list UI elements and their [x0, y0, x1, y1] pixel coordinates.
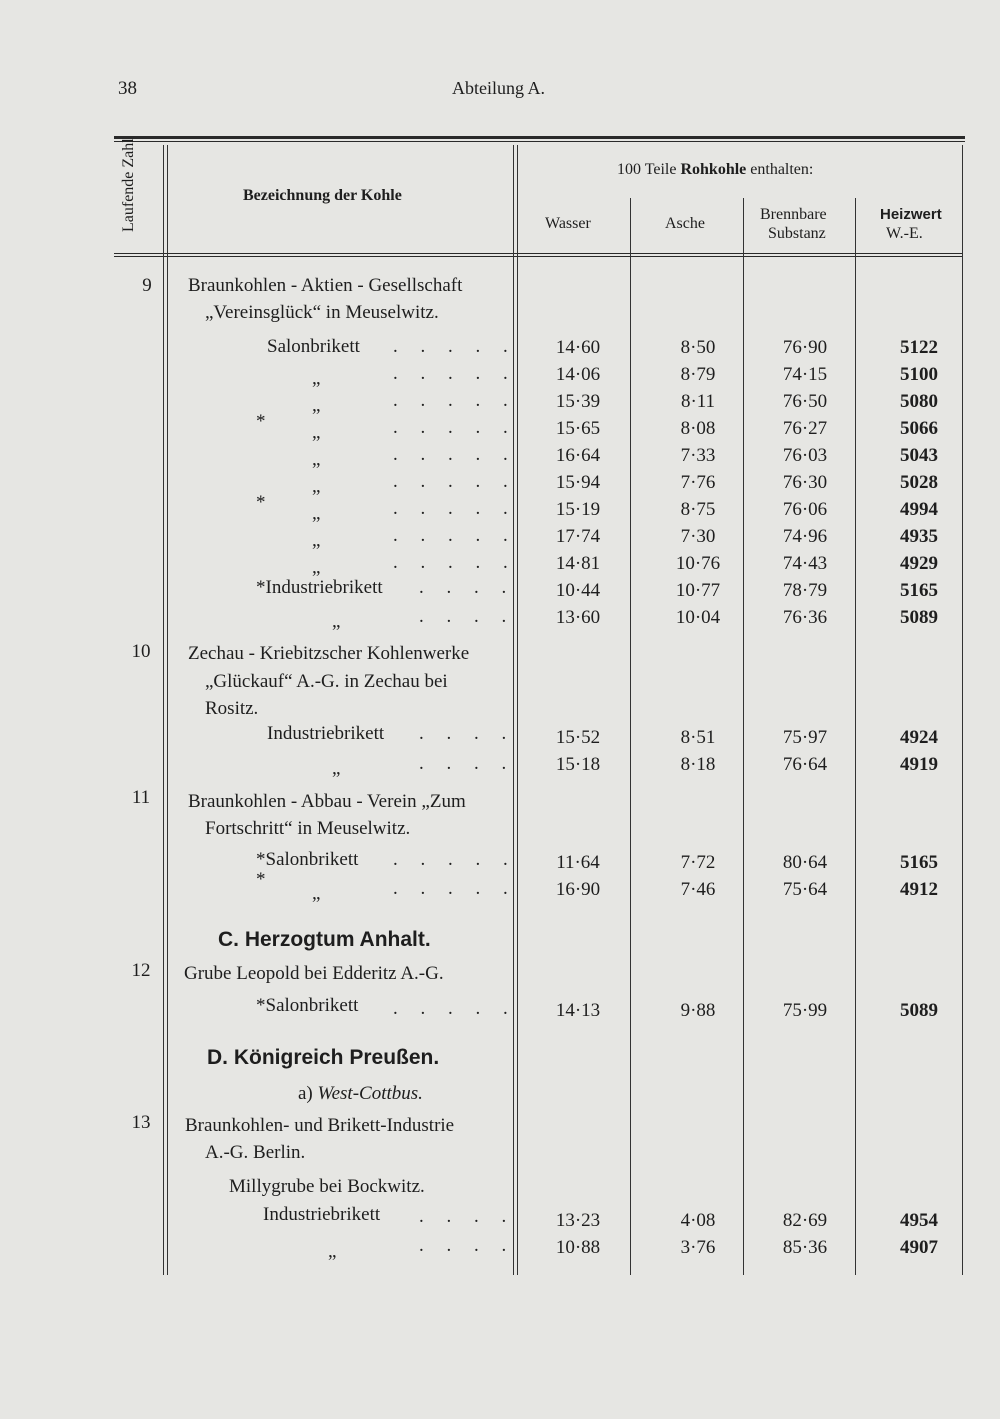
- product-label: *Salonbrikett: [256, 849, 359, 870]
- cell-wasser: 13·60: [555, 607, 601, 628]
- cell-asche: 8·11: [680, 391, 716, 412]
- col-divider-4: [743, 198, 744, 1275]
- leader-dots: . . . . .: [393, 998, 517, 1019]
- cell-heizwert: 5100: [900, 364, 938, 385]
- cell-heizwert: 4912: [900, 879, 938, 900]
- ditto-mark: „: [312, 503, 321, 524]
- cell-brennbare: 76·06: [782, 499, 828, 520]
- ditto-mark: „: [332, 611, 341, 632]
- asterisk-mark: *: [256, 492, 266, 513]
- cell-wasser: 15·19: [555, 499, 601, 520]
- cell-asche: 7·30: [680, 526, 716, 547]
- cell-wasser: 15·94: [555, 472, 601, 493]
- leader-dots: . . . . .: [393, 471, 517, 492]
- section-heading: C. Herzogtum Anhalt.: [218, 928, 431, 951]
- ditto-mark: „: [312, 422, 321, 443]
- cell-brennbare: 76·64: [782, 754, 828, 775]
- cell-wasser: 11·64: [556, 852, 600, 873]
- ditto-mark: „: [312, 476, 321, 497]
- company-name: „Glückauf“ A.-G. in Zechau bei: [205, 671, 448, 692]
- cell-asche: 10·77: [675, 580, 721, 601]
- cell-asche: 8·75: [680, 499, 716, 520]
- ditto-mark: „: [312, 449, 321, 470]
- product-label: Salonbrikett: [267, 336, 360, 357]
- section-heading: D. Königreich Preußen.: [207, 1046, 440, 1069]
- asterisk-mark: *: [256, 869, 266, 890]
- ditto-mark: „: [312, 557, 321, 578]
- leader-dots: . . . . .: [393, 552, 517, 573]
- col-divider-3: [630, 198, 631, 1275]
- header-bottom-rule: [114, 253, 963, 254]
- cell-heizwert: 5066: [900, 418, 938, 439]
- cell-asche: 7·33: [680, 445, 716, 466]
- cell-brennbare: 74·43: [782, 553, 828, 574]
- col-divider-2: [513, 145, 514, 1275]
- leader-dots: . . . .: [419, 753, 516, 774]
- table-top-rule: [114, 136, 965, 139]
- cell-wasser: 15·52: [555, 727, 601, 748]
- cell-asche: 8·79: [680, 364, 716, 385]
- ditto-mark: „: [312, 395, 321, 416]
- cell-wasser: 15·39: [555, 391, 601, 412]
- leader-dots: . . . .: [419, 723, 516, 744]
- cell-asche: 8·50: [680, 337, 716, 358]
- cell-asche: 10·04: [675, 607, 721, 628]
- cell-wasser: 16·64: [555, 445, 601, 466]
- col-divider-1b: [167, 145, 168, 1275]
- leader-dots: . . . . .: [393, 417, 517, 438]
- leader-dots: . . . . .: [393, 849, 517, 870]
- entry-number: 13: [131, 1112, 151, 1133]
- cell-heizwert: 5122: [900, 337, 938, 358]
- ditto-mark: „: [312, 368, 321, 389]
- leader-dots: . . . .: [419, 606, 516, 627]
- cell-asche: 8·18: [680, 754, 716, 775]
- entry-number: 9: [142, 275, 152, 296]
- product-label: *Salonbrikett: [256, 995, 359, 1016]
- cell-brennbare: 80·64: [782, 852, 828, 873]
- running-head: Abteilung A.: [452, 78, 545, 98]
- cell-wasser: 14·13: [555, 1000, 601, 1021]
- cell-asche: 8·51: [680, 727, 716, 748]
- cell-heizwert: 4994: [900, 499, 938, 520]
- cell-wasser: 16·90: [555, 879, 601, 900]
- cell-brennbare: 76·36: [782, 607, 828, 628]
- header-we: W.-E.: [886, 225, 923, 242]
- cell-heizwert: 4935: [900, 526, 938, 547]
- header-laufende-zahl: Laufende Zahl: [120, 138, 137, 232]
- cell-heizwert: 4924: [900, 727, 938, 748]
- product-label: *Industriebrikett: [256, 577, 383, 598]
- cell-brennbare: 85·36: [782, 1237, 828, 1258]
- cell-brennbare: 74·96: [782, 526, 828, 547]
- header-heizwert: Heizwert: [880, 206, 942, 223]
- cell-brennbare: 76·03: [782, 445, 828, 466]
- cell-brennbare: 74·15: [782, 364, 828, 385]
- cell-brennbare: 75·97: [782, 727, 828, 748]
- cell-heizwert: 4907: [900, 1237, 938, 1258]
- cell-brennbare: 78·79: [782, 580, 828, 601]
- ditto-mark: „: [312, 883, 321, 904]
- cell-asche: 9·88: [680, 1000, 716, 1021]
- entry-number: 10: [131, 641, 151, 662]
- company-name: Fortschritt“ in Meuselwitz.: [205, 818, 411, 839]
- asterisk-mark: *: [256, 411, 266, 432]
- company-name: Grube Leopold bei Edderitz A.-G.: [184, 963, 444, 984]
- col-divider-2b: [517, 145, 518, 1275]
- cell-heizwert: 4954: [900, 1210, 938, 1231]
- cell-heizwert: 5089: [900, 607, 938, 628]
- product-label: Industriebrikett: [263, 1204, 381, 1225]
- col-divider-5: [855, 198, 856, 1275]
- cell-brennbare: 76·30: [782, 472, 828, 493]
- cell-heizwert: 5080: [900, 391, 938, 412]
- leader-dots: . . . . .: [393, 498, 517, 519]
- cell-heizwert: 5165: [900, 852, 938, 873]
- ditto-mark: „: [332, 758, 341, 779]
- cell-heizwert: 5165: [900, 580, 938, 601]
- leader-dots: . . . . .: [393, 878, 517, 899]
- cell-brennbare: 75·99: [782, 1000, 828, 1021]
- cell-wasser: 10·44: [555, 580, 601, 601]
- page-number: 38: [118, 78, 137, 99]
- cell-wasser: 17·74: [555, 526, 601, 547]
- cell-asche: 8·08: [680, 418, 716, 439]
- cell-brennbare: 76·90: [782, 337, 828, 358]
- leader-dots: . . . . .: [393, 363, 517, 384]
- leader-dots: . . . .: [419, 577, 516, 598]
- leader-dots: . . . .: [419, 1206, 516, 1227]
- cell-asche: 3·76: [680, 1237, 716, 1258]
- cell-heizwert: 5028: [900, 472, 938, 493]
- subsection-heading: a) West-Cottbus.: [298, 1083, 423, 1104]
- company-name: Rositz.: [205, 698, 259, 719]
- cell-wasser: 15·18: [555, 754, 601, 775]
- ditto-mark: „: [312, 530, 321, 551]
- cell-asche: 7·72: [680, 852, 716, 873]
- company-name: „Vereinsglück“ in Meuselwitz.: [205, 302, 439, 323]
- header-wasser: Wasser: [545, 215, 591, 232]
- cell-heizwert: 4929: [900, 553, 938, 574]
- entry-number: 11: [131, 787, 151, 808]
- cell-wasser: 13·23: [555, 1210, 601, 1231]
- header-brennbare: Brennbare: [760, 206, 827, 223]
- cell-heizwert: 4919: [900, 754, 938, 775]
- leader-dots: . . . . .: [393, 444, 517, 465]
- header-bottom-rule-2: [114, 256, 963, 257]
- cell-asche: 4·08: [680, 1210, 716, 1231]
- ditto-mark: „: [328, 1241, 337, 1262]
- cell-asche: 10·76: [675, 553, 721, 574]
- cell-brennbare: 76·50: [782, 391, 828, 412]
- leader-dots: . . . . .: [393, 525, 517, 546]
- header-substanz: Substanz: [768, 225, 826, 242]
- col-divider-6: [962, 145, 963, 1275]
- company-name: Braunkohlen - Abbau - Verein „Zum: [188, 791, 466, 812]
- product-label: Industriebrikett: [267, 723, 385, 744]
- company-name: A.-G. Berlin.: [205, 1142, 306, 1163]
- header-asche: Asche: [665, 215, 705, 232]
- cell-brennbare: 75·64: [782, 879, 828, 900]
- entry-number: 12: [131, 960, 151, 981]
- company-name: Braunkohlen - Aktien - Gesellschaft: [188, 275, 463, 296]
- col-divider-1: [163, 145, 164, 1275]
- leader-dots: . . . . .: [393, 336, 517, 357]
- leader-dots: . . . .: [419, 1235, 516, 1256]
- cell-wasser: 15·65: [555, 418, 601, 439]
- company-name: Zechau - Kriebitzscher Kohlenwerke: [188, 643, 470, 664]
- cell-wasser: 14·60: [555, 337, 601, 358]
- leader-dots: . . . . .: [393, 390, 517, 411]
- cell-asche: 7·46: [680, 879, 716, 900]
- company-name: Braunkohlen- und Brikett-Industrie: [185, 1115, 455, 1136]
- cell-heizwert: 5089: [900, 1000, 938, 1021]
- cell-wasser: 10·88: [555, 1237, 601, 1258]
- cell-brennbare: 82·69: [782, 1210, 828, 1231]
- cell-wasser: 14·81: [555, 553, 601, 574]
- header-bezeichnung: Bezeichnung der Kohle: [243, 187, 402, 204]
- cell-heizwert: 5043: [900, 445, 938, 466]
- mine-name: Millygrube bei Bockwitz.: [229, 1176, 425, 1197]
- table-top-rule-thin: [114, 141, 965, 142]
- cell-brennbare: 76·27: [782, 418, 828, 439]
- cell-wasser: 14·06: [555, 364, 601, 385]
- cell-asche: 7·76: [680, 472, 716, 493]
- header-group-title: 100 Teile Rohkohle enthalten:: [617, 161, 814, 178]
